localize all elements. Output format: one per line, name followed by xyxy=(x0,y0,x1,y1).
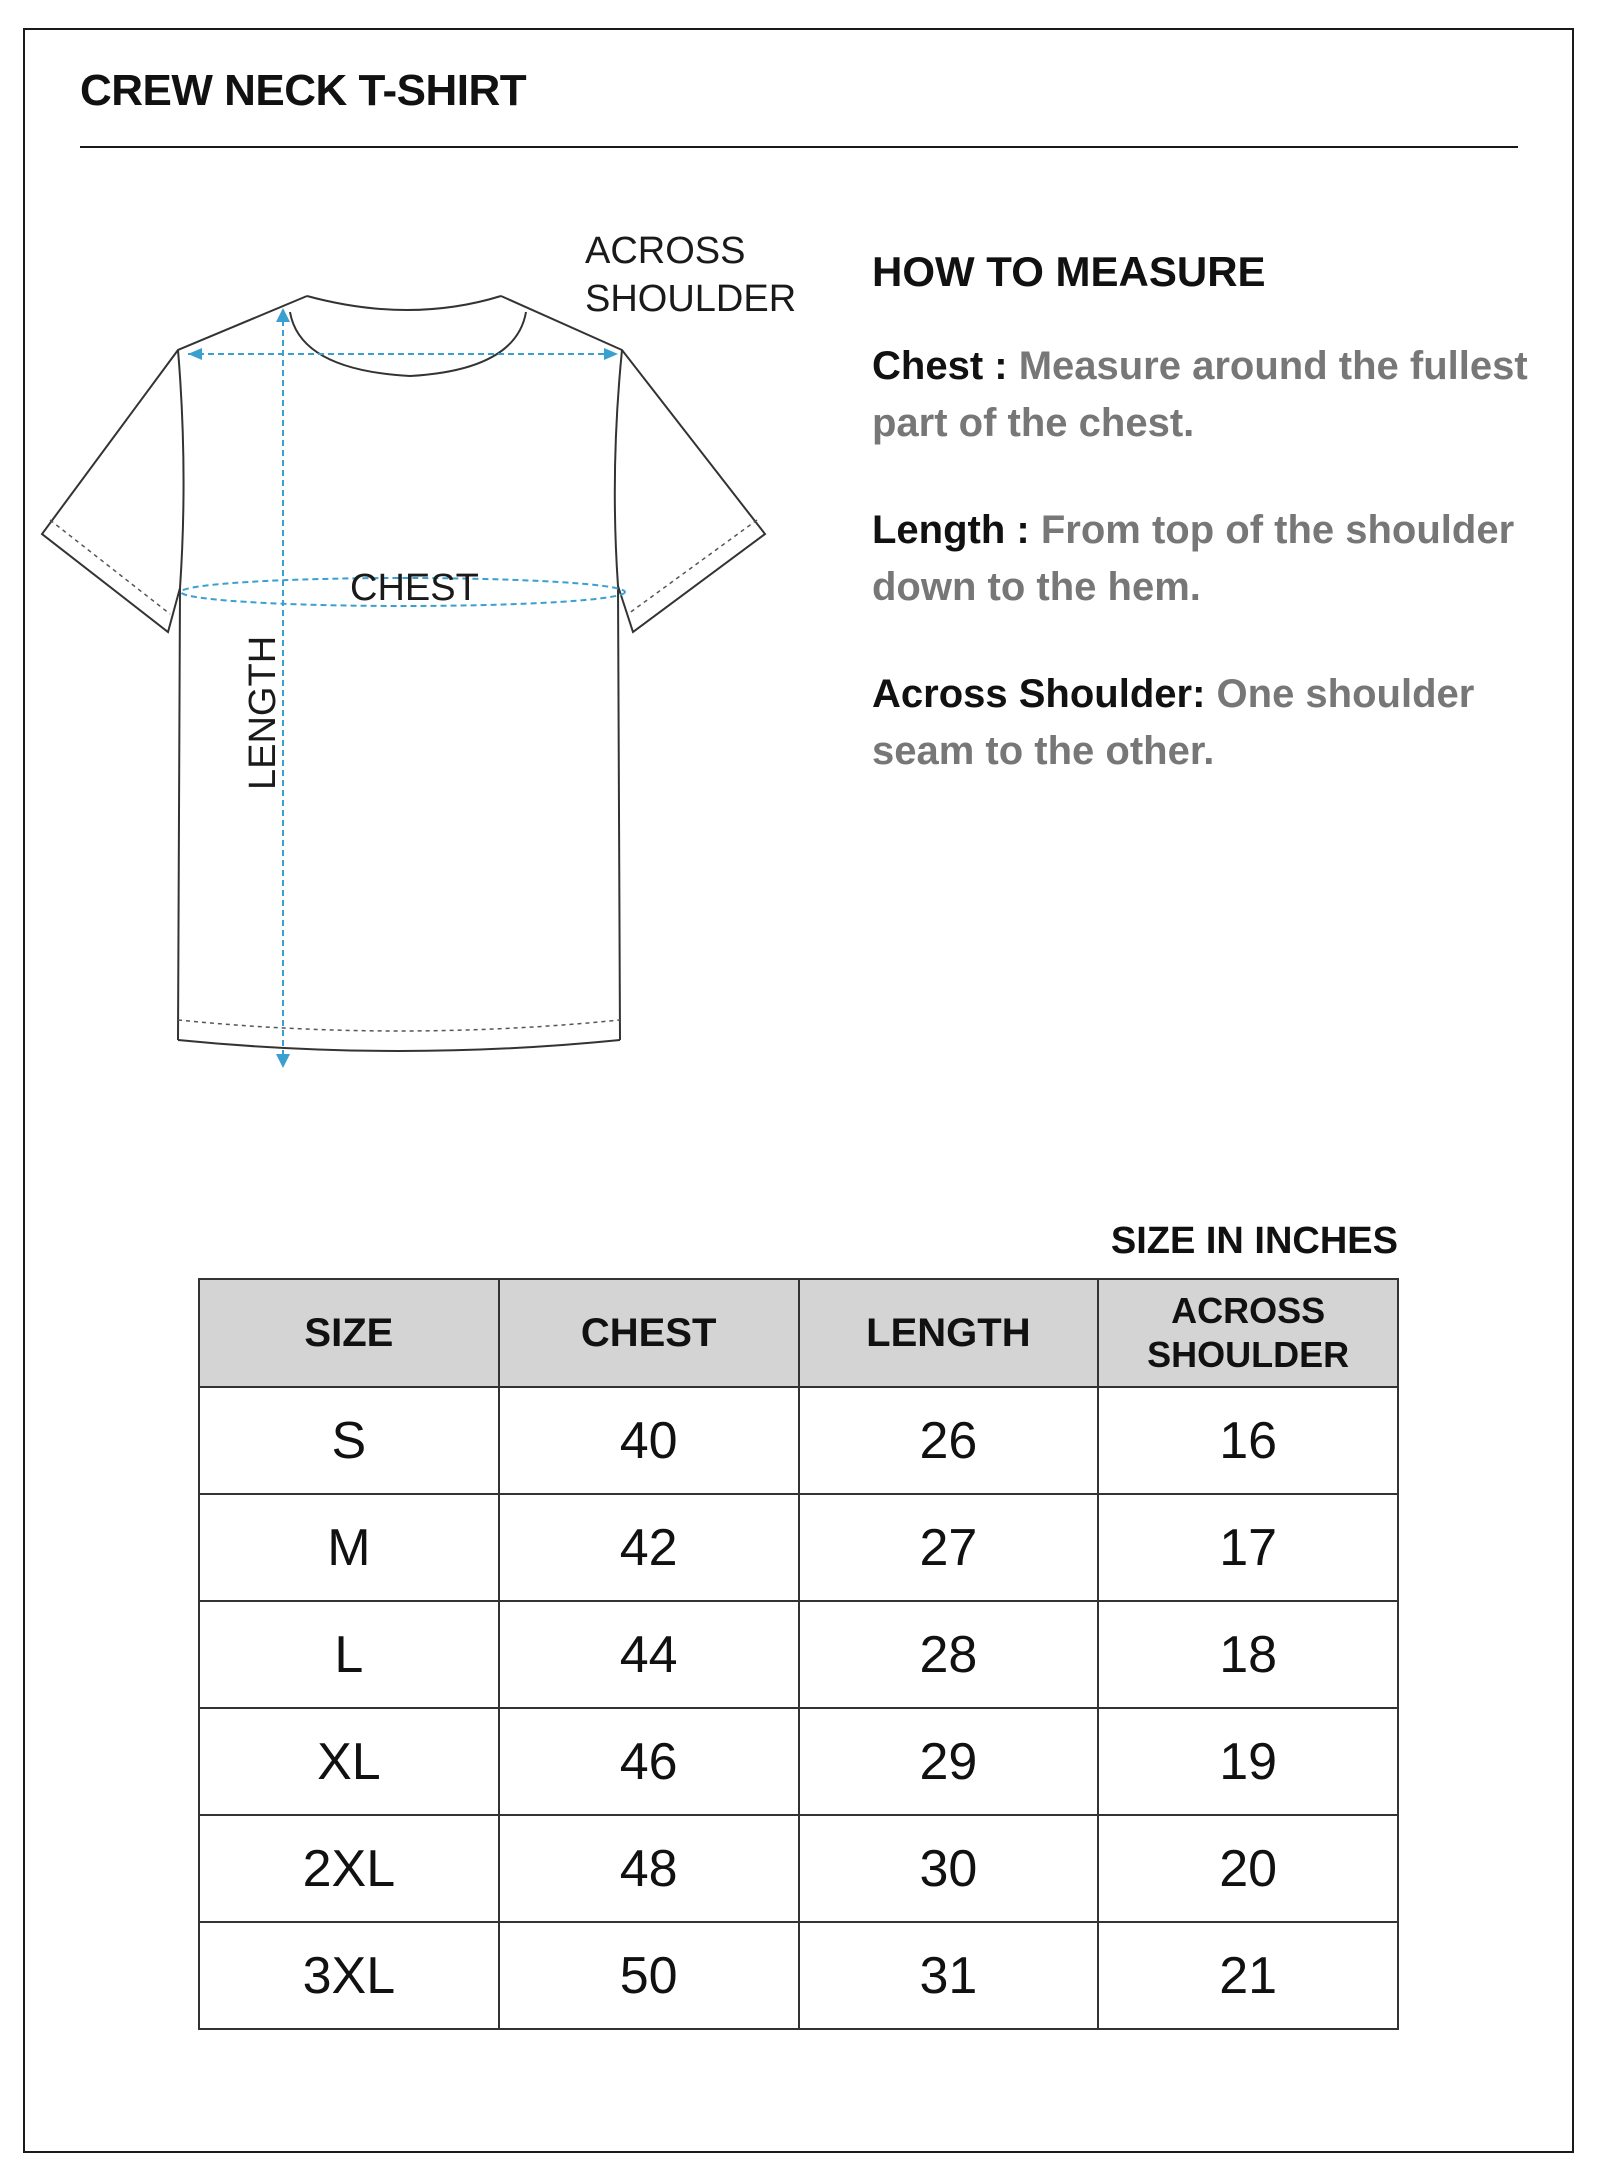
across-shoulder-label: ACROSS SHOULDER xyxy=(585,230,797,320)
instruction-across-shoulder xyxy=(872,666,1552,780)
cell-length: 26 xyxy=(799,1387,1099,1494)
cell-size: L xyxy=(199,1601,499,1708)
how-to-measure-heading: HOW TO MEASURE xyxy=(872,248,1266,295)
table-row xyxy=(199,1708,1398,1815)
title-divider xyxy=(80,146,1518,148)
instruction-term: Chest xyxy=(872,344,984,388)
how-to-measure-section xyxy=(872,248,1552,830)
tshirt-outline xyxy=(42,296,765,1051)
cell-size: 3XL xyxy=(199,1922,499,2029)
column-header-size: SIZE xyxy=(199,1279,499,1387)
cell-across-shoulder: 17 xyxy=(1098,1494,1398,1601)
cell-length: 31 xyxy=(799,1922,1099,2029)
units-label: SIZE IN INCHES xyxy=(1110,1220,1398,1262)
cell-chest: 44 xyxy=(499,1601,799,1708)
column-header-length: LENGTH xyxy=(799,1279,1099,1387)
instruction-term: Length xyxy=(872,508,1006,552)
instruction-length xyxy=(872,502,1552,616)
cell-across-shoulder: 20 xyxy=(1098,1815,1398,1922)
page-title: CREW NECK T-SHIRT xyxy=(80,66,527,115)
instruction-text: One shoulder seam to the other. xyxy=(872,672,1475,773)
instruction-separator: : xyxy=(1192,672,1217,716)
instruction-text: Measure around the fullest part of the chest. xyxy=(872,344,1528,445)
table-row xyxy=(199,1387,1398,1494)
length-label: LENGTH xyxy=(242,635,284,790)
cell-across-shoulder: 18 xyxy=(1098,1601,1398,1708)
cell-chest: 48 xyxy=(499,1815,799,1922)
instruction-text: From top of the shoulder down to the hem. xyxy=(872,508,1515,609)
cell-size: 2XL xyxy=(199,1815,499,1922)
table-row xyxy=(199,1601,1398,1708)
table-header-row xyxy=(199,1279,1398,1387)
cell-across-shoulder: 21 xyxy=(1098,1922,1398,2029)
cell-length: 29 xyxy=(799,1708,1099,1815)
cell-length: 27 xyxy=(799,1494,1099,1601)
cell-length: 28 xyxy=(799,1601,1099,1708)
cell-chest: 42 xyxy=(499,1494,799,1601)
chest-label: CHEST xyxy=(350,567,479,609)
cell-chest: 40 xyxy=(499,1387,799,1494)
instruction-chest xyxy=(872,338,1552,452)
tshirt-diagram xyxy=(30,220,830,1100)
cell-size: XL xyxy=(199,1708,499,1815)
size-chart-table xyxy=(198,1278,1399,2030)
table-row xyxy=(199,1922,1398,2029)
cell-size: S xyxy=(199,1387,499,1494)
cell-across-shoulder: 19 xyxy=(1098,1708,1398,1815)
instruction-term: Across Shoulder xyxy=(872,672,1193,716)
cell-chest: 50 xyxy=(499,1922,799,2029)
cell-chest: 46 xyxy=(499,1708,799,1815)
instruction-separator: : xyxy=(1005,508,1041,552)
instruction-separator: : xyxy=(983,344,1019,388)
table-row xyxy=(199,1815,1398,1922)
column-header-across-shoulder: ACROSS SHOULDER xyxy=(1098,1279,1398,1387)
column-header-chest: CHEST xyxy=(499,1279,799,1387)
table-row xyxy=(199,1494,1398,1601)
tshirt-illustration xyxy=(30,220,830,1100)
cell-length: 30 xyxy=(799,1815,1099,1922)
cell-across-shoulder: 16 xyxy=(1098,1387,1398,1494)
cell-size: M xyxy=(199,1494,499,1601)
